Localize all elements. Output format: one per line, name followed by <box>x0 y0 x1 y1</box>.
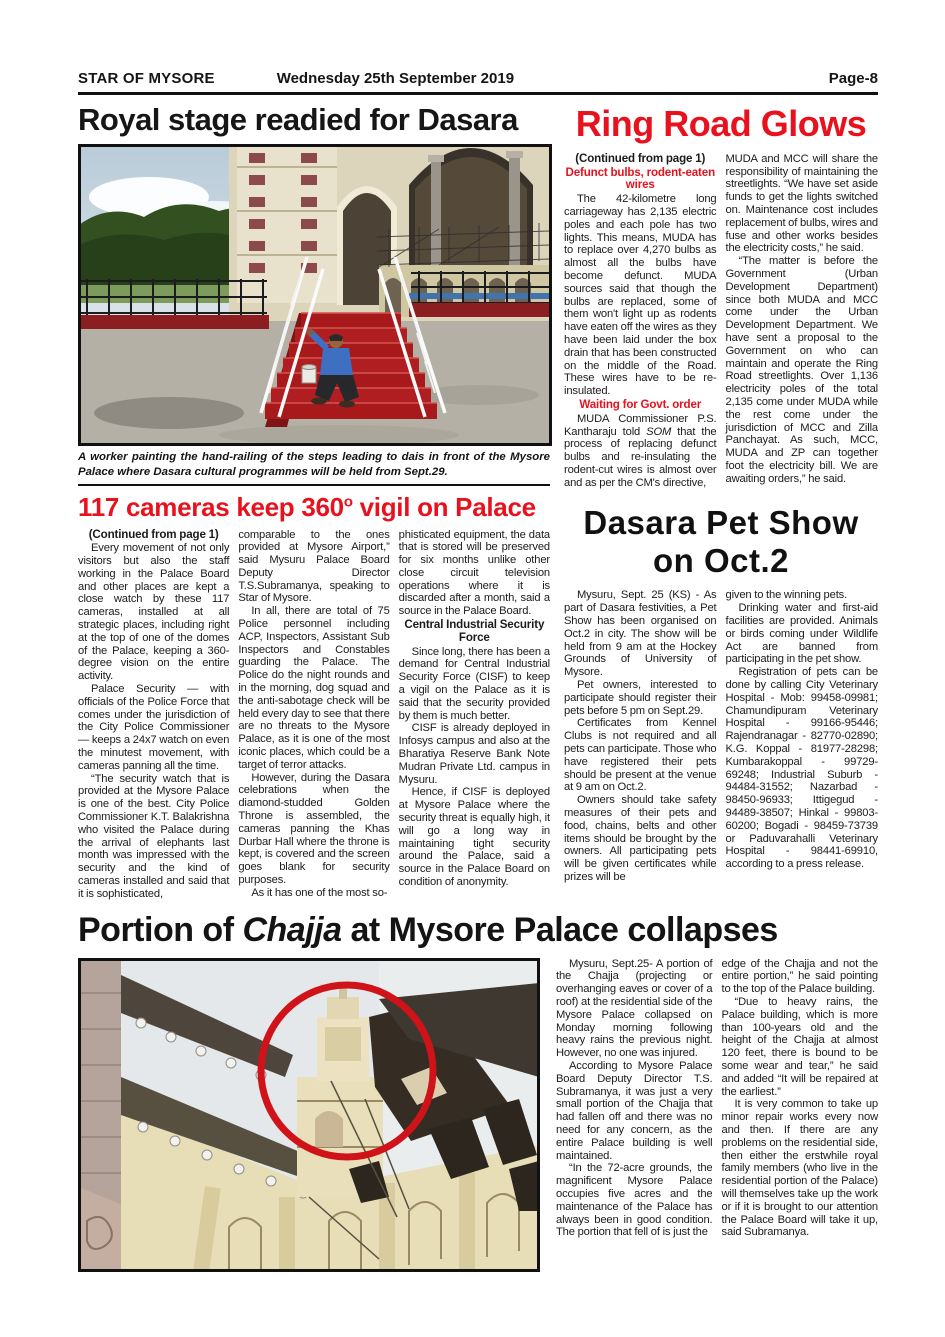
photo-chajja <box>78 958 540 1272</box>
paragraph: given to the winning pets. <box>725 589 848 602</box>
caption-royal-stage: A worker painting the hand-railing of the steps leading to dais in front of the Mysore Palace where Dasara cultural programmes will be held from Sept.29. <box>78 450 550 479</box>
caption-rule <box>78 484 550 486</box>
ring-road-columns <box>564 153 878 490</box>
ring-road-col-1 <box>564 153 717 490</box>
headline-117-pre: 117 cameras keep 360 <box>78 491 344 522</box>
paragraph: “In the 72-acre grounds, the magnificent Mysore Palace occupies five acres and the maintenance of the Palace has always been in good condition. The portion that fell of is just the <box>556 1162 713 1239</box>
headline-chajja <box>78 911 878 950</box>
pet-show-col-1 <box>564 589 717 883</box>
paragraph: comparable to the ones provided at Mysore Airport,” said Mysuru Palace Board Deputy Director T.S.Subramanya, speaking to Star of Mysore. <box>238 528 390 605</box>
paragraph: Certificates from Kennel Clubs is not required and all pets can participate. Those who have registered their pets should be present at the venue at 9 am on Oct.2. <box>564 717 717 794</box>
headline-117-post: vigil on Palace <box>352 491 536 522</box>
paragraph: In all, there are total of 75 Police personnel including ACP, Inspectors, Assistant Sub Inspectors and Constables guarding the Palace. The Police do the night rounds and in the morning, dog squad and the anti-sabotage check will be held every day to see that there are no threats to the Mysore Palace, as it is one of the most iconic places, which could be a target of terror attacks. <box>238 605 390 771</box>
paragraph: MUDA and MCC will share the responsibility of maintaining the streetlights. “We have set aside funds to get the lights switched on. Maintenance cost includes replacement of bulbs, wires and fuse and other works besides the electricity costs,” he said. <box>725 152 879 255</box>
pet-show-columns <box>564 589 878 883</box>
masthead-paper-name: STAR OF MYSORE <box>78 70 215 87</box>
headline-pet-show <box>564 504 878 582</box>
right-section <box>564 101 878 901</box>
paragraph: However, during the Dasara celebrations when the diamond-studded Golden Throne is assembled, the cameras panning the Khas Durbar Hall where the throne is kept, is covered and the screen goes blank for security purposes. <box>238 771 390 887</box>
paragraph: Since long, there has been a demand for Central Industrial Security Force (CISF) to keep a vigil on the Palace as it is said that the security provided by them is much better. <box>398 645 550 722</box>
degree-superscript: o <box>343 492 353 510</box>
chajja-col-2 <box>722 958 879 1272</box>
cameras-col-2 <box>238 529 389 901</box>
paragraph: “The matter is before the Government (Urban Development Department) since both MUDA and MCC come under the Urban Development Department. We have sent a proposal to the Government on who can maintain and operate the Ring Road streetlights. Over 1,136 electricity poles of the total 2,135 come under MUDA while the rest come under the jurisdiction of MCC and Zilla Panchayat. As such, MCC, MUDA and ZP can together foot the electricity bill. We are awaiting orders,” he said. <box>725 255 878 485</box>
ring-road-col-2 <box>726 153 879 490</box>
top-section <box>78 101 878 901</box>
paragraph: It is very common to take up minor repair works every now and then. If there are any problems on the residential side, then either the erstwhile royal family members (who live in the residential portion of the Palace) will themselves take up the work or if it is brought to our attention the Palace Board will take it up, said Subramanya. <box>721 1098 878 1239</box>
headline-ring-road: Ring Road Glows <box>575 103 867 144</box>
som-italic: SOM <box>646 425 672 438</box>
subhead-defunct-bulbs: Defunct bulbs, rodent-eaten wires <box>565 165 715 192</box>
chajja-section <box>78 958 878 1272</box>
paragraph: Hence, if CISF is deployed at Mysore Palace where the security threat is equally high, it will go a long way in maintaining tight security around the Palace, said a source in the Palace Board on condition of anonymity. <box>398 786 550 889</box>
paragraph: As it has one of the most so- <box>251 886 388 899</box>
paragraph: The 42-kilometre long carriageway has 2,135 electric poles and each pole has two lights. This means, MUDA has to replace over 4,270 bulbs as almost all the bulbs have become defunct. MUDA sources said that though the bulbs are replaced, some of them won't light up as rodents have eaten off the wires as they have been laid under the box drain that has been constructed on the middle of the Road. These wires have to be re-insulated. <box>564 193 717 398</box>
pet-show-col-2 <box>726 589 879 883</box>
continued-tag: (Continued from page 1) <box>88 527 219 541</box>
paragraph: Pet owners, interested to participate should register their pets before 5 pm on Sept.29. <box>564 678 717 717</box>
chajja-headline-post: at Mysore Palace collapses <box>341 910 778 949</box>
continued-tag: (Continued from page 1) <box>575 151 706 165</box>
paragraph: Drinking water and first-aid facilities are provided. Animals or birds coming under Wildlife Act are banned from participating in the pet show. <box>725 602 878 666</box>
chajja-article-columns <box>556 958 878 1272</box>
paragraph-part: MUDA Commissioner P.S. Kantharaju told <box>564 412 717 438</box>
masthead-page-number: Page-8 <box>828 70 878 87</box>
subhead-cisf: Central Industrial Security Force <box>404 618 545 644</box>
paragraph: Registration of pets can be done by calling City Veterinary Hospital - Mob: 99458-09981; Chamundipuram Veterinary Hospital - 99166-95446; Rajendranagar - 82770-02890; K.G. Koppal - 81977-28298; Kumbarakoppal - 99729-69248; Industrial Suburb - 94484-31552; Nazarbad - 98450-96933; Ittigegud - 94489-38507; Hinkal - 99803-60200; Bogadi - 98459-73739 or Paduvarahalli Veterinary Hospital - 98441-69910, according to a press release. <box>725 666 878 871</box>
paragraph: CISF is already deployed in Infosys campus and also at the Bharatiya Reserve Bank Note Mudran Private Ltd. campus in Mysuru. <box>398 722 550 786</box>
headline-117-cameras <box>78 492 550 523</box>
left-section <box>78 101 550 901</box>
cameras-col-3 <box>399 529 550 901</box>
paragraph: phisticated equipment, the data that is stored will be preserved for six months unlike other close circuit television operations where it is discarded after a month, said a source in the Palace Board. <box>398 528 550 618</box>
masthead <box>78 70 878 95</box>
paragraph: “The security watch that is provided at the Mysore Palace is one of the best. City Police Commissioner K.T. Balakrishna who visited the Palace during the arrival of elephants last month was impressed with the security and the kind of cameras installed and said that it is sophisticated, <box>78 772 230 900</box>
paragraph: Palace Security — with officials of the Police Force that comes under the jurisdiction of the City Police Commissioner — keeps a 24x7 watch on even the minutest movement, with cameras panning all the time. <box>78 683 230 772</box>
paragraph: edge of the Chajja and not the entire portion,” he said pointing to the top of the Palace building. <box>721 957 878 996</box>
paragraph: According to Mysore Palace Board Deputy Director T.S. Subramanya, it was just a very small portion of the Chajja that had fallen off and there was no need for any concern, as the entire Palace building is well maintained. <box>556 1059 713 1162</box>
cameras-col-1 <box>78 529 229 901</box>
chajja-headline-pre: Portion of <box>78 910 243 949</box>
pet-show-line-1: Dasara Pet Show <box>583 503 859 541</box>
paragraph: Every movement of not only visitors but also the staff working in the Palace Board and other places are kept a close watch by these 117 cameras, installed at all strategic places, including right at the top of one of the domes of the Palace, keeping a 360-degree vision on the entire activity. <box>78 542 230 683</box>
paragraph: Mysuru, Sept.25- A portion of the Chajja (projecting or overhanging eaves or cover of a roof) at the residential side of the Mysore Palace collapsed on Monday morning following heavy rains the previous night. However, no one was injured. <box>556 957 713 1060</box>
chajja-col-1 <box>556 958 713 1272</box>
paragraph-part: that the process of replacing defunct bulbs and re-insulating the rodent-cut wires is almost over and as per the CM's directive, <box>564 425 717 489</box>
subhead-waiting-govt: Waiting for Govt. order <box>579 397 702 411</box>
cameras-article-columns <box>78 529 550 901</box>
photo-royal-stage <box>78 144 550 446</box>
paragraph <box>564 413 717 490</box>
chajja-headline-italic: Chajja <box>242 910 342 949</box>
chajja-photo-illustration <box>78 958 540 1272</box>
paragraph: “Due to heavy rains, the Palace building, which is more than 100-years old and the height of the Chajja at almost 120 feet, there is bound to be some wear and tear,” he said and added “It will be repaired at the earliest.” <box>721 996 878 1098</box>
royal-stage-photo-illustration <box>78 144 552 446</box>
headline-royal-stage: Royal stage readied for Dasara <box>78 102 518 137</box>
pet-show-line-2: on Oct.2 <box>652 542 790 580</box>
paint-bucket <box>302 364 316 383</box>
masthead-date: Wednesday 25th September 2019 <box>276 70 515 87</box>
paragraph: Mysuru, Sept. 25 (KS) - As part of Dasara festivities, a Pet Show has been organised on Oct.2 in city. The show will be held from 9 am at the Hockey Grounds of University of Mysore. <box>564 589 717 679</box>
paragraph: Owners should take safety measures of their pets and food, chains, belts and other items should be brought by the owners. All participating pets will be given certificates while prizes will be <box>564 794 717 883</box>
